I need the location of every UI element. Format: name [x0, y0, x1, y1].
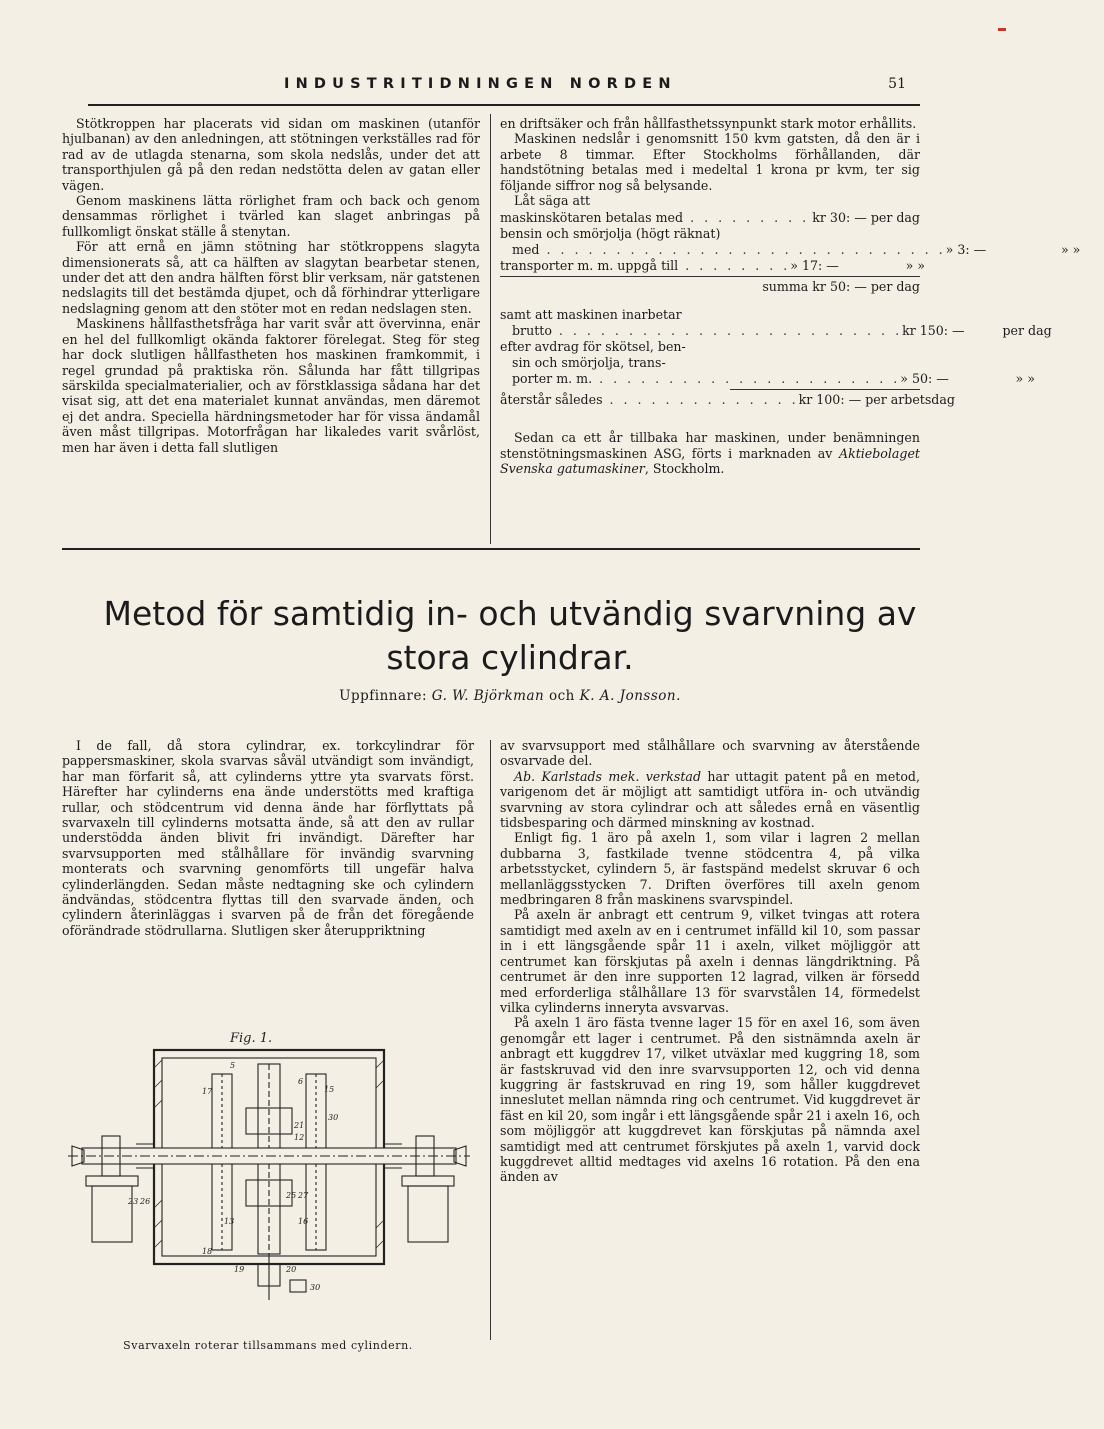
part-number: 18 — [202, 1247, 213, 1256]
top-right-column — [500, 116, 1081, 477]
cost-calculation — [500, 210, 1081, 408]
paragraph: För att ernå en jämn stötning har stötkroppens slagyta dimensionerats så, att ca hälften av slagytan bearbetar stenen, under det att den andra hälften först blir verksam, när gatstenen nedslagits till det bestämda djupet, och då förhindrar ytterligare nedslagning genom att den stöter mot en redan nedslagen sten. — [62, 239, 480, 316]
calc-label: efter avdrag för skötsel, ben- — [500, 339, 686, 355]
company-name: Ab. Karlstads mek. verkstad — [514, 768, 702, 784]
paragraph: Låt säga att — [514, 193, 591, 209]
paragraph: Maskinen nedslår i genomsnitt 150 kvm gatsten, då den är i arbete 8 timmar. Efter Stockholms förhållanden, där handstötning betalas med i medeltal 1 krona pr kvm, ter sig följande siffror nog så belysande. — [500, 131, 920, 193]
section-rule — [62, 548, 920, 550]
calc-unit: » » — [1060, 242, 1081, 258]
calc-label: transporter m. m. uppgå till — [500, 258, 679, 274]
part-number: 5 — [230, 1061, 236, 1070]
calc-row: porter m. m. . . . . . . . . . . . . . . . . . . . . . . » 50: — » » — [500, 371, 920, 387]
page-header — [88, 70, 920, 106]
part-number: 15 — [324, 1085, 335, 1094]
calc-amount: kr 30: — — [812, 210, 867, 226]
part-number: 25 — [286, 1191, 297, 1200]
calc-unit: per arbetsdag — [865, 392, 955, 408]
calc-row: transporter m. m. uppgå till . . . . . . . . » 17: — » » — [500, 258, 920, 274]
figure-caption: Svarvaxeln roterar tillsammans med cylindern. — [123, 1339, 413, 1352]
calc-amount: » 17: — — [790, 258, 839, 274]
paragraph: I de fall, då stora cylindrar, ex. torkcylindrar för pappersmaskiner, skola svarvas såväl utvändigt som invändigt, har man förfarit så, att cylinderns yttre yta svarvats först. Härefter har cylinderns ena ände understötts med kraftiga rullar, och stödcentrum vid denna ände har förflyttats på svarvaxeln till cylinderns motsatta ände, så att den av rullar understödda änden blivit fri invändigt. Därefter har svarvsupporten med stålhållare för invändig svarvning monterats och svarvning genomförts till ungefär halva cylinderlängden. Sedan måste nedtagning ske och cylindern ändvändas, stödcentra flyttas till den svarvade änden, och cylindern återinläggas i svarven på de från det föregående oförändrade stödrullarna. Slutligen sker återuppriktning — [62, 738, 474, 938]
calc-unit: per dag — [870, 210, 920, 226]
calc-row — [500, 339, 920, 355]
company-name: Aktiebolaget Svenska gatumaskiner — [500, 445, 920, 477]
bottom-right-column — [500, 738, 920, 1185]
inventor-name: G. W. Björkman — [431, 688, 545, 704]
calc-amount: » 50: — — [900, 371, 949, 387]
part-number: 13 — [224, 1217, 235, 1226]
paragraph: Stötkroppen har placerats vid sidan om maskinen (utanför hjulbanan) av den anledningen, att stötningen verkställes rad för rad av de utlagda stenarna, som skola nedslås, under det att transporthjulen gå på den redan nedstötta delen av gatan eller vägen. — [62, 116, 480, 193]
part-number: 20 — [286, 1265, 297, 1274]
calc-row: med . . . . . . . . . . . . . . . . . . . . . . . . . . . . . » 3: — » » — [500, 242, 920, 258]
calc-row: återstår således . . . . . . . . . . . . . . kr 100: — per arbetsdag — [500, 392, 955, 408]
calc-amount: kr 150: — — [902, 323, 965, 339]
calc-sum: summa kr 50: — per dag — [500, 276, 920, 295]
calc-label: med — [512, 242, 540, 258]
part-number: 16 — [298, 1217, 309, 1226]
paragraph: Genom maskinens lätta rörlighet fram och back och genom densammas rörlighet i tvärled kan slaget anbringas på fullkomligt önskat ställe å stenytan. — [62, 193, 480, 239]
journal-name: INDUSTRITIDNINGEN NORDEN — [284, 76, 677, 92]
part-number: 27 — [298, 1191, 309, 1200]
calc-unit: » » — [1015, 371, 1035, 387]
calc-amount: kr 100: — — [798, 392, 862, 408]
page-number: 51 — [888, 76, 906, 92]
part-number: 23 — [128, 1197, 139, 1206]
calc-unit: » » — [905, 258, 925, 274]
paragraph: Enligt fig. 1 äro på axeln 1, som vilar i lagren 2 mellan dubbarna 3, fastkilade tvenne stödcentra 4, på vilka arbetsstycket, cylindern 5, är fastspänd medelst skruvar 6 och mellanläggsstycken 7. Driften överföres till axeln genom medbringaren 8 från maskinens svarvspindel. — [500, 830, 920, 908]
paragraph: På axeln är anbragt ett centrum 9, vilket tvingas att rotera samtidigt med axeln av en i centrumet infälld kil 10, som passar in i ett längsgående spår 11 i axeln, vilket möjliggör att centrumet kan förskjutas på axeln i dennas längdriktning. På centrumet är den inre supporten 12 lagrad, vilken är försedd med erforderliga stålhållare 13 för svarvstålen 14, förmedelst vilka cylinderns inneryta avsvarvas. — [500, 907, 920, 1015]
calc-row — [500, 355, 920, 371]
inventors-line: Uppfinnare: G. W. Björkman och K. A. Jonsson. — [339, 688, 681, 704]
calc-label: återstår således — [500, 392, 603, 408]
part-number: 6 — [298, 1077, 304, 1086]
paragraph: en driftsäker och från hållfasthetssynpunkt stark motor erhållits. — [500, 116, 917, 131]
calc-row: brutto . . . . . . . . . . . . . . . . . . . . . . . . . kr 150: — per dag — [500, 323, 920, 339]
part-number: 30 — [328, 1113, 339, 1122]
paragraph: På axeln 1 äro fästa tvenne lager 15 för en axel 16, som även genomgår ett lager i centrumet. På den sistnämnda axeln är anbragt ett kuggdrev 17, vilket utväxlar med kuggring 18, som är fastskruvad vid den inre svarvsupporten 12, och vid denna kuggring är fastskruvad en ring 19, som håller kuggdrevet inneslutet mellan nämnda ring och centrumet. Vid kuggdrevet är fäst en kil 20, som ingår i ett längsgående spår 21 i axeln 16, och som möjliggör att kuggdrevet kan förskjutas på nämnda axel samtidigt med att centrumet förskjutes på axeln 1, varvid dock kuggdrevet alltid medtages vid axelns 16 rotation. På den ena änden av — [500, 1015, 920, 1185]
calc-label: brutto — [512, 323, 552, 339]
calc-row — [500, 307, 920, 323]
calc-amount: » 3: — — [945, 242, 987, 258]
column-divider — [490, 740, 491, 1340]
part-number: 19 — [234, 1265, 245, 1274]
top-left-column — [62, 116, 480, 455]
paragraph: av svarvsupport med stålhållare och svarvning av återstående osvarvade del. — [500, 738, 920, 769]
part-number: 21 — [294, 1121, 305, 1130]
calc-label: bensin och smörjolja (högt räknat) — [500, 226, 721, 242]
inventor-name: K. A. Jonsson. — [579, 688, 681, 704]
lathe-drawing — [62, 1028, 474, 1324]
technical-drawing — [62, 1028, 474, 1324]
part-number: 12 — [294, 1133, 305, 1142]
article-title: Metod för samtidig in- och utvändig svarvning av stora cylindrar. — [103, 594, 917, 677]
part-number: 17 — [202, 1087, 213, 1096]
calc-label: maskinskötaren betalas med — [500, 210, 684, 226]
calc-unit: per dag — [1002, 323, 1052, 339]
paragraph: Sedan ca ett år tillbaka har maskinen, under benämningen stenstötningsmaskinen ASG, förts i marknaden av Aktiebolaget Svenska gatumaskiner, Stockholm. — [500, 430, 920, 477]
calc-row: maskinskötaren betalas med . . . . . . . . . kr 30: — per dag — [500, 210, 920, 226]
part-number: 30 — [310, 1283, 321, 1292]
calc-row — [500, 226, 920, 242]
corner-mark — [998, 28, 1006, 31]
paragraph: Ab. Karlstads mek. verkstad har uttagit patent på en metod, varigenom det är möjligt att samtidigt utföra in- och utvändig svarvning av stora cylindrar och att således ernå en väsentlig tidsbesparing och därmed minskning av kostnad. — [500, 768, 920, 831]
paragraph: Maskinens hållfasthetsfråga har varit svår att övervinna, enär en hel del fullkomligt okända faktorer förelegat. Steg för steg har dock slutligen hållfastheten hos maskinen framkommit, i regel grundad på praktiska rön. Sålunda har fått tillgripas särskilda specialmaterialier, och av förstklassiga sådana har det visat sig, att det ena materialet kunnat användas, men däremot ej det andra. Speciella härdningsmetoder har för vissa ändamål även måst tillgripas. Motorfrågan har likaledes varit svårlöst, men har även i detta fall slutligen — [62, 316, 480, 455]
figure-label: Fig. 1. — [230, 1031, 273, 1046]
calc-label: sin och smörjolja, trans- — [512, 355, 666, 371]
bottom-left-column — [62, 738, 474, 938]
calc-label: porter m. m. — [512, 371, 593, 387]
calc-label: samt att maskinen inarbetar — [500, 307, 682, 323]
column-divider — [490, 114, 491, 544]
part-number: 26 — [140, 1197, 151, 1206]
